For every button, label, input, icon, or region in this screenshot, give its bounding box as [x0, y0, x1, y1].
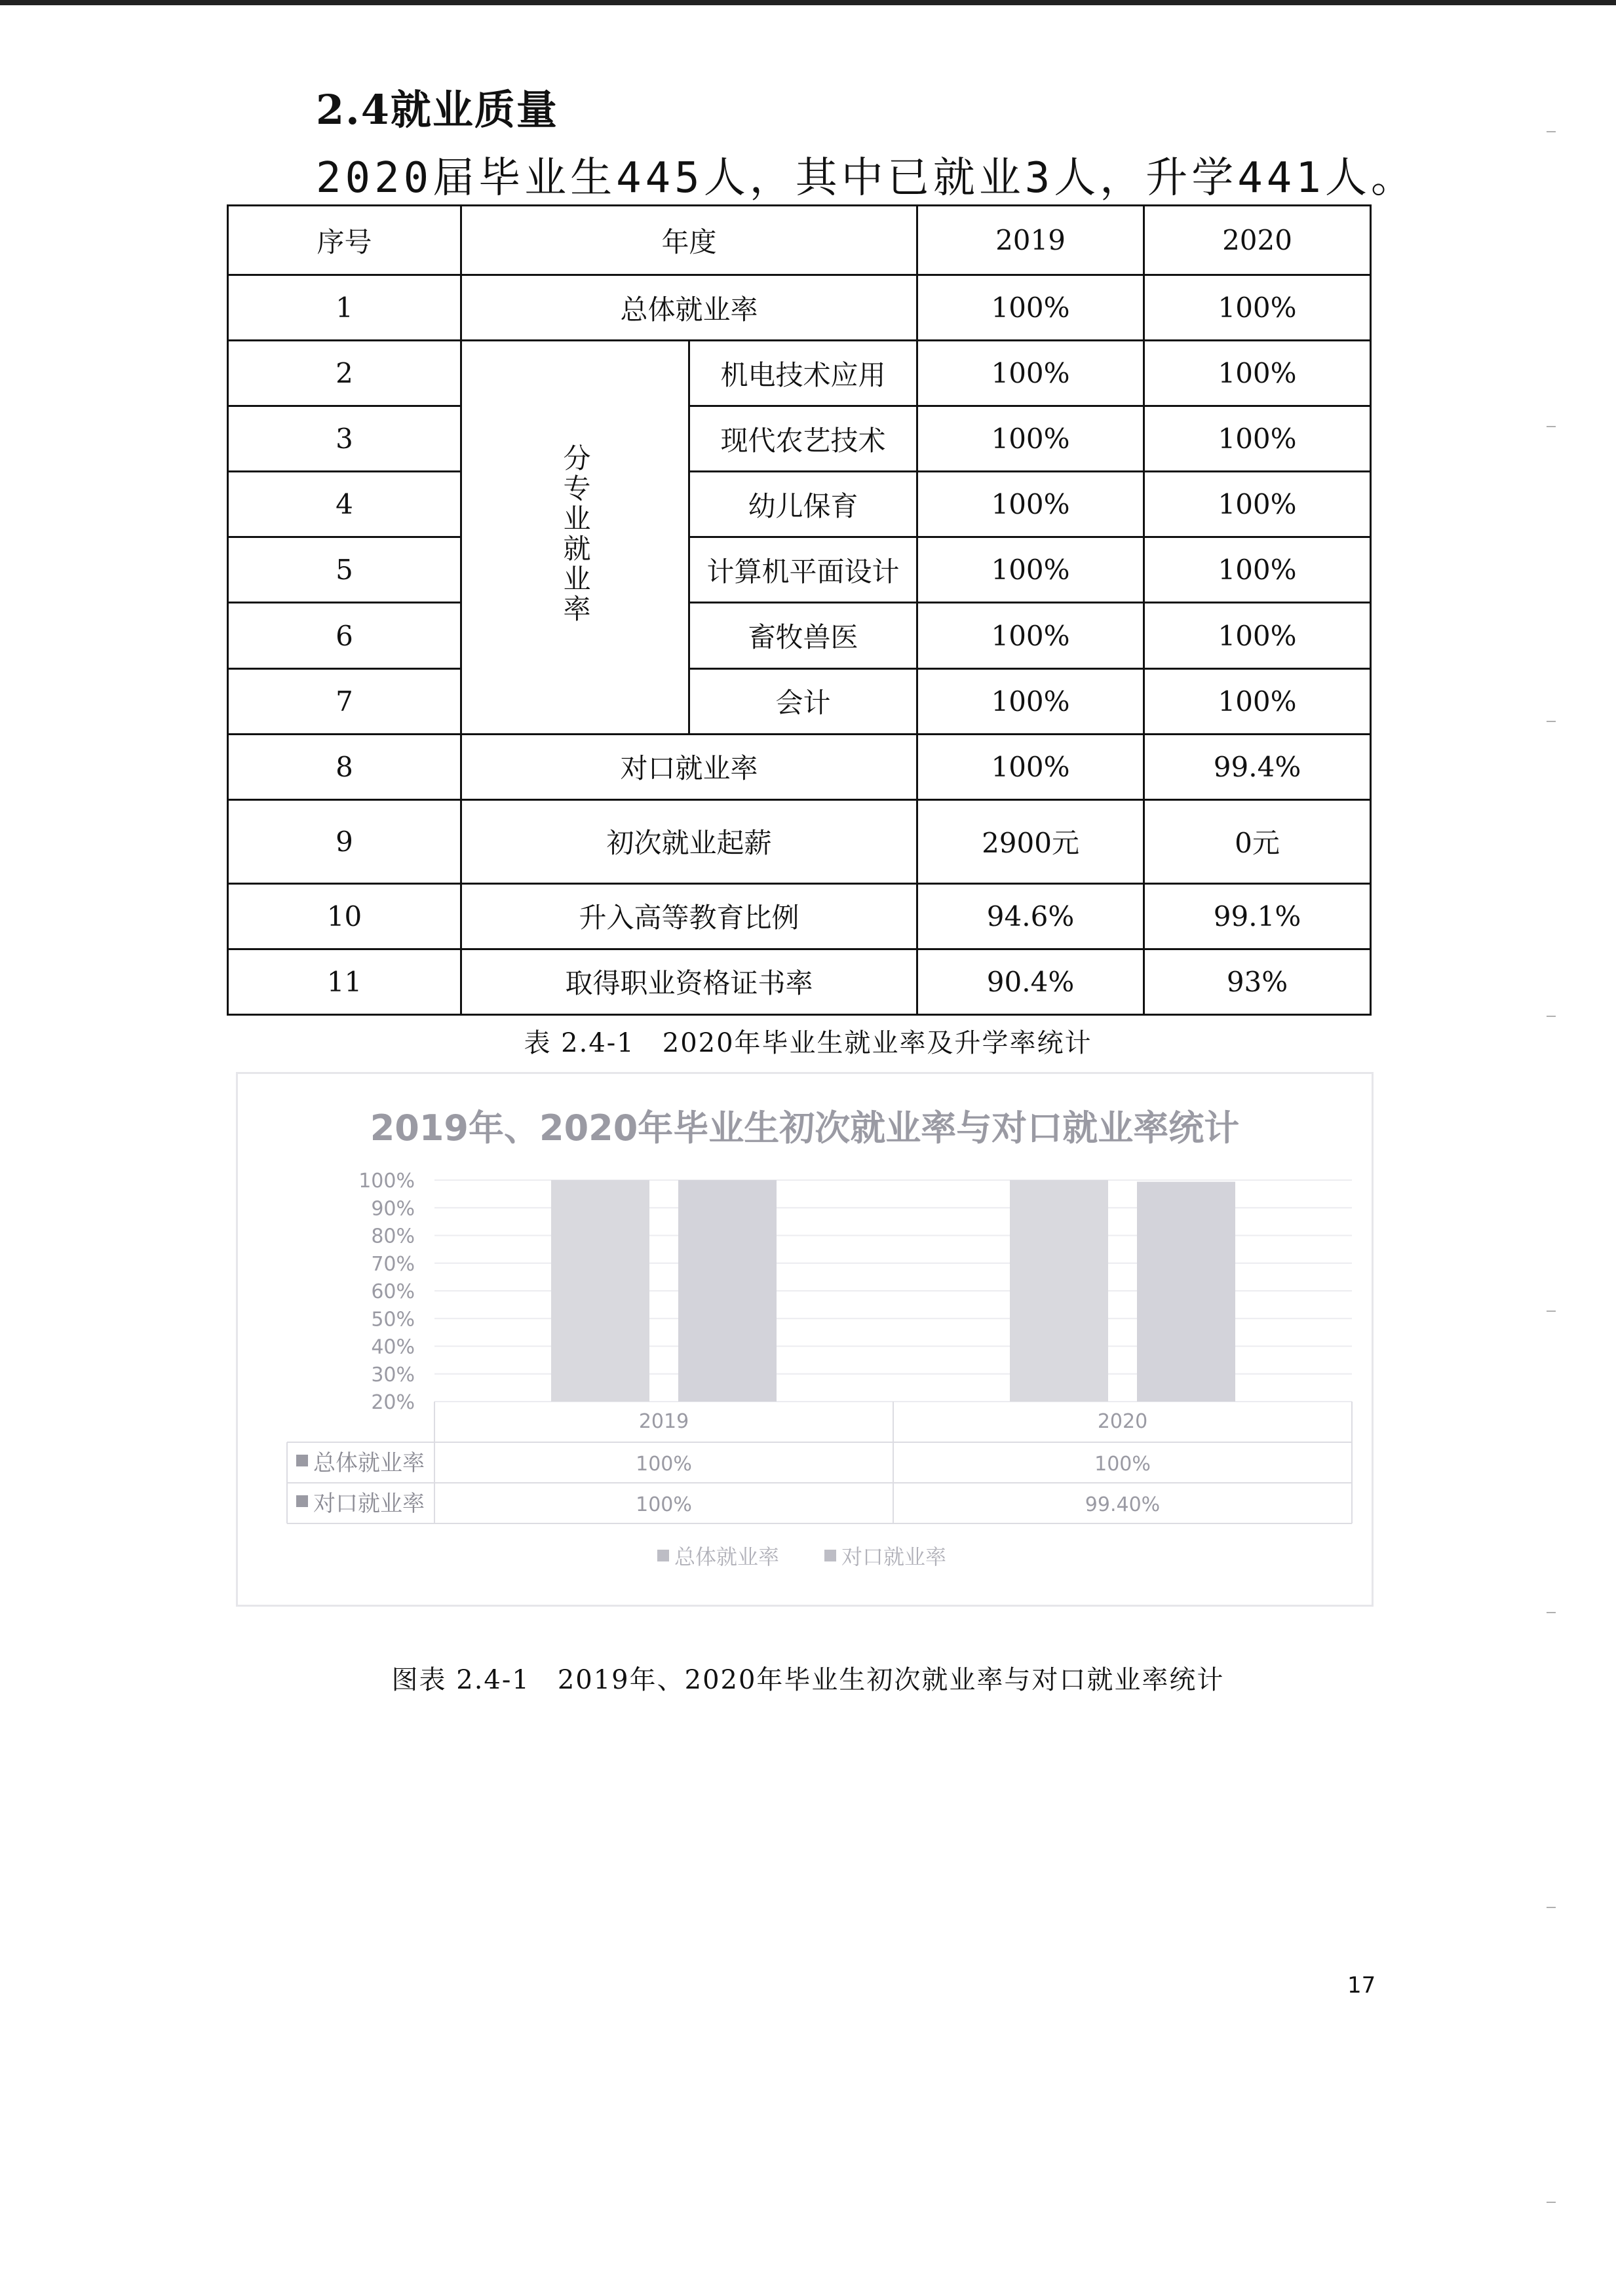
- legend-label: 总体就业率: [674, 1544, 780, 1569]
- section-heading: 2.4就业质量: [316, 86, 558, 134]
- row-item: 总体就业率: [461, 275, 917, 341]
- table-row: [228, 406, 1371, 472]
- row-value-2019: 90.4%: [917, 949, 1144, 1014]
- chart-caption: 图表 2.4-1 2019年、2020年毕业生初次就业率与对口就业率统计: [391, 1665, 1225, 1695]
- row-item: 对口就业率: [461, 734, 917, 799]
- row-value-2020: 100%: [1144, 472, 1371, 537]
- intro-paragraph: 2020届毕业生445人，其中已就业3人，升学441人。: [316, 154, 1417, 202]
- margin-mark: [1547, 1612, 1556, 1613]
- row-value-2020: 100%: [1144, 406, 1371, 472]
- row-value-2019: 100%: [917, 406, 1144, 472]
- table-row: [228, 883, 1371, 949]
- row-value-2019: 100%: [917, 668, 1144, 734]
- y-tick-label: 100%: [358, 1170, 415, 1193]
- category-label: 2020: [1097, 1410, 1148, 1433]
- row-number: 11: [228, 949, 461, 1014]
- bar-对口就业率-2020: [1137, 1182, 1235, 1402]
- row-value-2019: 100%: [917, 472, 1144, 537]
- bar-总体就业率-2019: [551, 1180, 649, 1402]
- row-number: 9: [228, 799, 461, 883]
- page-number: 17: [1347, 1972, 1376, 1999]
- y-tick-label: 30%: [371, 1363, 415, 1387]
- group-cell: [461, 341, 689, 734]
- row-item: 计算机平面设计: [689, 537, 917, 603]
- margin-mark: [1547, 721, 1556, 722]
- table-row: [228, 668, 1371, 734]
- row-item: 初次就业起薪: [461, 799, 917, 883]
- data-table-swatch: [296, 1455, 308, 1466]
- row-number: 1: [228, 275, 461, 341]
- row-item: 畜牧兽医: [689, 603, 917, 668]
- table-row: [228, 603, 1371, 668]
- margin-mark: [1547, 1016, 1556, 1017]
- row-number: 3: [228, 406, 461, 472]
- y-tick-label: 20%: [371, 1391, 415, 1414]
- row-value-2019: 100%: [917, 734, 1144, 799]
- table-row: [228, 275, 1371, 341]
- chart-frame: [236, 1072, 1374, 1607]
- table-row: [228, 472, 1371, 537]
- y-tick-label: 70%: [371, 1252, 415, 1276]
- row-value-2019: 100%: [917, 603, 1144, 668]
- y-tick-label: 60%: [371, 1280, 415, 1303]
- row-number: 4: [228, 472, 461, 537]
- row-value-2020: 99.4%: [1144, 734, 1371, 799]
- row-value-2020: 100%: [1144, 537, 1371, 603]
- bar-总体就业率-2020: [1010, 1180, 1108, 1402]
- row-number: 8: [228, 734, 461, 799]
- scan-margin-marks: [1547, 0, 1573, 2296]
- row-value-2019: 100%: [917, 537, 1144, 603]
- row-item: 机电技术应用: [689, 341, 917, 406]
- row-value-2020: 100%: [1144, 668, 1371, 734]
- data-table-value: 99.40%: [1085, 1493, 1161, 1516]
- header-2019: 2019: [917, 206, 1144, 275]
- row-value-2019: 2900元: [917, 799, 1144, 883]
- y-tick-label: 80%: [371, 1225, 415, 1248]
- row-item: 幼儿保育: [689, 472, 917, 537]
- row-number: 7: [228, 668, 461, 734]
- table-row: [228, 537, 1371, 603]
- legend-swatch: [824, 1550, 836, 1561]
- employment-table: [227, 204, 1372, 1016]
- row-value-2019: 100%: [917, 341, 1144, 406]
- row-item: 取得职业资格证书率: [461, 949, 917, 1014]
- margin-mark: [1547, 1907, 1556, 1908]
- data-table-series-label: 总体就业率: [313, 1450, 425, 1476]
- group-label: 分专业就业率: [559, 443, 592, 624]
- row-number: 6: [228, 603, 461, 668]
- row-item: 会计: [689, 668, 917, 734]
- data-table-series-label: 对口就业率: [313, 1491, 425, 1517]
- row-value-2020: 100%: [1144, 275, 1371, 341]
- table-caption: 表 2.4-1 2020年毕业生就业率及升学率统计: [524, 1028, 1092, 1058]
- margin-mark: [1547, 426, 1556, 427]
- row-item: 升入高等教育比例: [461, 883, 917, 949]
- row-value-2020: 93%: [1144, 949, 1371, 1014]
- y-tick-label: 90%: [371, 1197, 415, 1221]
- y-tick-label: 40%: [371, 1335, 415, 1359]
- margin-mark: [1547, 131, 1556, 132]
- row-value-2020: 100%: [1144, 603, 1371, 668]
- row-value-2019: 94.6%: [917, 883, 1144, 949]
- legend-label: 对口就业率: [841, 1544, 947, 1569]
- header-2020: 2020: [1144, 206, 1371, 275]
- chart-title: 2019年、2020年毕业生初次就业率与对口就业率统计: [370, 1107, 1240, 1149]
- scan-top-edge: [0, 0, 1616, 5]
- row-number: 5: [228, 537, 461, 603]
- margin-mark: [1547, 1311, 1556, 1312]
- category-label: 2019: [638, 1410, 689, 1433]
- table-row: [228, 734, 1371, 799]
- data-table-value: 100%: [1094, 1453, 1151, 1476]
- bar-对口就业率-2019: [678, 1180, 777, 1402]
- y-tick-label: 50%: [371, 1308, 415, 1331]
- table-row: [228, 799, 1371, 883]
- data-table-value: 100%: [636, 1453, 692, 1476]
- bar-chart: [238, 1074, 1372, 1605]
- margin-mark: [1547, 2202, 1556, 2203]
- row-value-2020: 100%: [1144, 341, 1371, 406]
- row-number: 10: [228, 883, 461, 949]
- table-row: [228, 949, 1371, 1014]
- legend-swatch: [657, 1550, 669, 1561]
- header-index: 序号: [228, 206, 461, 275]
- row-value-2020: 99.1%: [1144, 883, 1371, 949]
- header-year: 年度: [461, 206, 917, 275]
- row-value-2020: 0元: [1144, 799, 1371, 883]
- table-header-row: [228, 206, 1371, 275]
- row-value-2019: 100%: [917, 275, 1144, 341]
- data-table-swatch: [296, 1495, 308, 1507]
- data-table-value: 100%: [636, 1493, 692, 1516]
- table-row: [228, 341, 1371, 406]
- row-item: 现代农艺技术: [689, 406, 917, 472]
- row-number: 2: [228, 341, 461, 406]
